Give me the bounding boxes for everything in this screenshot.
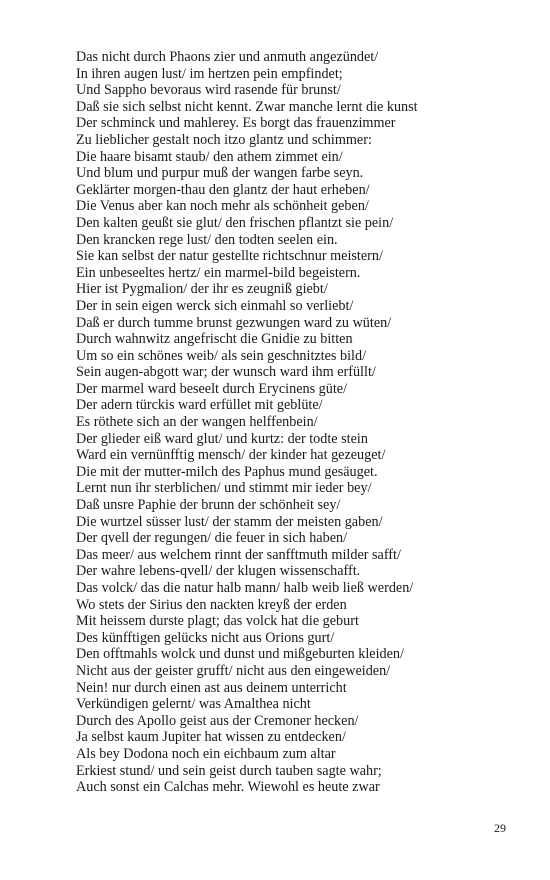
verse-line: Es röthete sich an der wangen helffenbein/	[76, 414, 318, 431]
verse-line: Den krancken rege lust/ den todten seelen ein.	[76, 231, 338, 248]
verse-line: Der glieder eiß ward glut/ und kurtz: der todte stein	[76, 430, 368, 447]
verse-line: Das nicht durch Phaons zier und anmuth angezündet/	[76, 49, 379, 65]
verse-line: Mit heissem durste plagt; das volck hat die geburt	[76, 613, 359, 630]
verse-line: Nicht aus der geister grufft/ nicht aus den eingeweiden/	[76, 662, 391, 679]
verse-line: Wo stets der Sirius den nackten kreyß der erden	[76, 596, 347, 613]
verse-line: Das meer/ aus welchem rinnt der sanfftmuth milder safft/	[76, 546, 401, 563]
verse-line: Daß er durch tumme brunst gezwungen ward zu wüten/	[76, 314, 392, 331]
verse-line: Der qvell der regungen/ die feuer in sich haben/	[76, 530, 348, 547]
verse-line: Erkiest stund/ und sein geist durch tauben sagte wahr;	[76, 762, 382, 779]
verse-line: Der schminck und mahlerey. Es borgt das frauenzimmer	[76, 115, 396, 132]
verse-line: Um so ein schönes weib/ als sein geschnitztes bild/	[76, 347, 367, 364]
verse-line: Die mit der mutter-milch des Paphus mund gesäuget.	[76, 463, 378, 480]
verse-line: Das volck/ das die natur halb mann/ halb weib ließ werden/	[76, 580, 414, 596]
verse-line: Nein! nur durch einen ast aus deinem unterricht	[76, 679, 347, 696]
verse-line: Zu lieblicher gestalt noch itzo glantz und schimmer:	[76, 131, 372, 148]
verse-line: Ein unbeseeltes hertz/ ein marmel-bild begeistern.	[76, 264, 361, 281]
verse-line: Und Sappho bevoraus wird rasende für brunst/	[76, 82, 341, 99]
verse-line: Verkündigen gelernt/ was Amalthea nicht	[76, 696, 311, 713]
verse-line: Den offtmahls wolck und dunst und mißgeburten kleiden/	[76, 646, 404, 663]
verse-line: Durch des Apollo geist aus der Cremoner hecken/	[76, 712, 359, 729]
verse-line: Lernt nun ihr sterblichen/ und stimmt mir ieder bey/	[76, 480, 372, 497]
verse-line: Ward ein vernünfftig mensch/ der kinder hat gezeuget/	[76, 447, 386, 464]
verse-line: Die wurtzel süsser lust/ der stamm der meisten gaben/	[76, 513, 383, 530]
verse-line: Des künfftigen gelücks nicht aus Orions gurt/	[76, 629, 335, 646]
verse-line: Der adern türckis ward erfüllet mit geblüte/	[76, 397, 323, 414]
verse-line: Als bey Dodona noch ein eichbaum zum altar	[76, 745, 336, 762]
verse-line: Und blum und purpur muß der wangen farbe seyn.	[76, 165, 364, 182]
verse-line: Daß sie sich selbst nicht kennt. Zwar manche lernt die kunst	[76, 98, 418, 115]
page-number: 29	[494, 821, 506, 835]
verse-line: Sie kan selbst der natur gestellte richtschnur meistern/	[76, 248, 383, 265]
verse-line: Ja selbst kaum Jupiter hat wissen zu entdecken/	[76, 729, 346, 746]
verse-line: In ihren augen lust/ im hertzen pein empfindet;	[76, 65, 343, 82]
verse-line: Geklärter morgen-thau den glantz der haut erheben/	[76, 181, 370, 198]
verse-line: Die Venus aber kan noch mehr als schönheit geben/	[76, 198, 369, 215]
verse-line: Der wahre lebens-qvell/ der klugen wissenschafft.	[76, 563, 361, 580]
verse-line: Die haare bisamt staub/ den athem zimmet ein/	[76, 148, 343, 165]
verse-line: Der marmel ward beseelt durch Erycinens güte/	[76, 380, 348, 397]
verse-line: Den kalten geußt sie glut/ den frischen pflantzt sie pein/	[76, 214, 394, 231]
verse-line: Der in sein eigen werck sich einmahl so verliebt/	[76, 297, 354, 314]
verse-line: Hier ist Pygmalion/ der ihr es zeugniß giebt/	[76, 281, 328, 298]
verse-line: Daß unsre Paphie der brunn der schönheit sey/	[76, 497, 341, 514]
verse-line: Sein augen-abgott war; der wunsch ward ihm erfüllt/	[76, 364, 376, 381]
poem-text-block	[76, 49, 418, 796]
verse-line: Auch sonst ein Calchas mehr. Wiewohl es heute zwar	[76, 779, 380, 796]
verse-line: Durch wahnwitz angefrischt die Gnidie zu bitten	[76, 331, 353, 348]
